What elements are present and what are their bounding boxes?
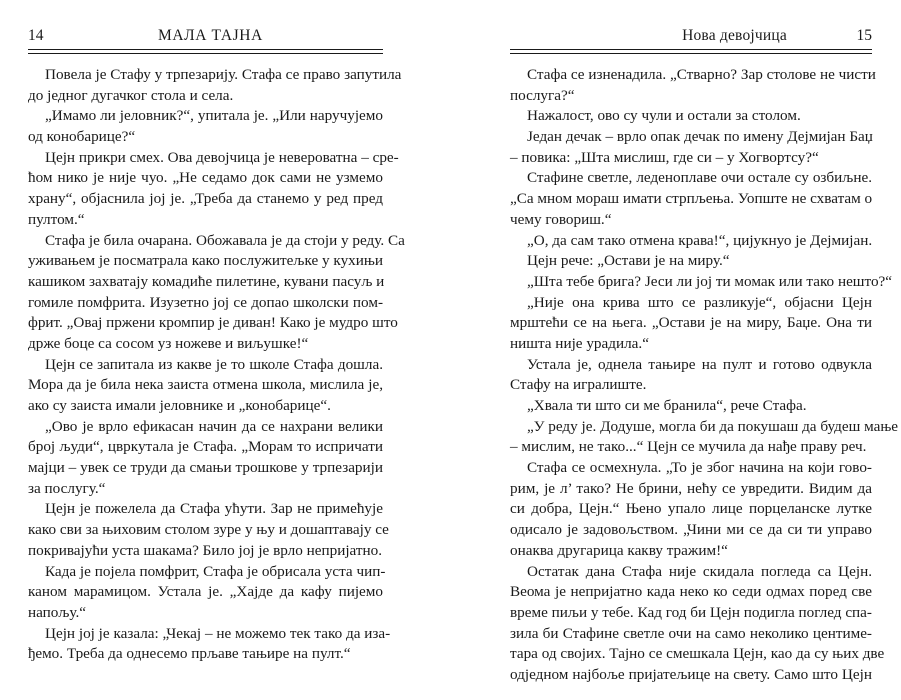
text-line: „Ово је врло ефикасан начин да се нахрани велики: [45, 417, 383, 435]
right-page-header: [510, 26, 872, 46]
text-line: рим, је л’ тако? Не брини, нећу се увредити. Видим да: [510, 479, 872, 497]
text-line: послуга?“: [510, 86, 575, 104]
text-line: за послугу.“: [28, 479, 106, 497]
text-line: Цејн прикри смех. Ова девојчица је невероватна – сре-: [45, 148, 399, 166]
page-number: 15: [856, 27, 872, 44]
text-line: Повела је Стафу у трпезарију. Стафа се право запутила: [45, 66, 402, 83]
text-line: „У реду је. Додуше, могла би да покушаш да будеш мање: [527, 417, 899, 435]
text-line: си добра, Цејн.“ Њено упало лице порцеланске лутке: [510, 500, 872, 518]
text-line: зила би Стафине светле очи на само неколико центиме-: [510, 624, 872, 642]
running-title: Нова девојчица: [682, 27, 787, 44]
text-line: одисало је задовољством. „Чини ми се да си ти управо: [510, 521, 872, 539]
text-line: покривајући уста шакама? Било јој је врло непријатно.: [28, 541, 383, 559]
text-line: ништа није урадила.“: [510, 334, 649, 352]
text-line: Веома је непријатно када неко ко седи одмах поред све: [510, 583, 872, 601]
right-page-text: [510, 65, 899, 686]
text-line: „О, да сам тако отмена крава!“, цијукнуо је Дејмијан.: [527, 231, 873, 249]
text-line: мајци – увек се труди да смањи трошкове у трпезарији: [28, 459, 383, 477]
text-line: мрштећи се на њега. „Остави је на миру, Баџе. Она ти: [510, 314, 872, 332]
text-line: држе боце са сосом уз ножеве и виљушке!“: [28, 334, 309, 352]
text-line: ђемо. Треба да однесемо прљаве тањире на пулт.“: [28, 645, 351, 663]
running-title: МАЛА ТАЈНА: [158, 27, 263, 44]
text-line: како сви за њиховим столом зуре у њу и дошаптавају се: [28, 521, 389, 539]
text-line: одједном најбоље пријатељице на свету. Само што Цејн: [510, 665, 872, 683]
page-number: 14: [28, 27, 44, 44]
text-line: храну“, објаснила јој је. „Треба да станемо у ред пред: [28, 190, 383, 208]
text-line: од конобарице?“: [28, 128, 136, 146]
text-line: Цејн јој је казала: „Чекај – не можемо тек тако да иза-: [45, 624, 391, 642]
text-line: – мислим, не тако...“ Цејн се мучила да нађе праву реч.: [510, 438, 867, 456]
text-line: Стафа је била очарана. Обожавала је да стоји у реду. Са: [45, 231, 405, 249]
left-page: [0, 0, 450, 700]
header-rule: [510, 49, 872, 54]
text-line: тара од својих. Тајно се смешкала Цејн, као да су њих две: [510, 645, 885, 663]
text-line: Цејн се запитала из какве је то школе Стафа дошла.: [45, 355, 383, 373]
text-line: Цејн рече: „Остави је на миру.“: [527, 252, 730, 270]
text-line: „Хвала ти што си ме бранила“, рече Стафа.: [527, 397, 807, 414]
text-line: – повика: „Шта мислиш, где си – у Хогвортсу?“: [510, 148, 819, 166]
text-line: „Са мном мораш имати стрпљења. Уопште не схватам о: [510, 190, 873, 208]
text-line: ако су заиста имали јеловнике и „конобарице“.: [28, 397, 331, 414]
text-line: ћом нико је није чуо. „Не седамо док сами не узмемо: [28, 169, 383, 187]
text-line: уживањем је посматрала како послужитељке у кухињи: [28, 252, 383, 270]
left-page-header: [28, 26, 383, 46]
text-line: Устала је, однела тањире на пулт и готово одвукла: [527, 355, 872, 373]
text-line: Стафа се изненадила. „Стварно? Зар столове не чисти: [527, 66, 876, 83]
text-line: Мора да је била нека заиста отмена школа, мислила је,: [28, 376, 383, 394]
text-line: Стафа се осмехнула. „То је због начина на који гово-: [527, 459, 872, 477]
text-line: „Шта тебе брига? Јеси ли јој ти момак или тако нешто?“: [527, 272, 893, 290]
text-line: гомиле помфрита. Изузетно јој се допао школски пом-: [28, 293, 383, 311]
text-line: напољу.“: [28, 603, 87, 621]
text-line: до једног дугачког стола и села.: [28, 86, 234, 104]
right-page: [450, 0, 901, 700]
text-line: Цејн је пожелела да Стафа ућути. Зар не примећује: [45, 500, 383, 518]
text-line: онаква другарица какву тражим!“: [510, 541, 728, 559]
text-line: пултом.“: [28, 210, 85, 228]
text-line: „Имамо ли јеловник?“, упитала је. „Или наручујемо: [45, 107, 383, 125]
text-line: „Није она крива што се разликује“, објасни Цејн: [527, 293, 872, 311]
text-line: Један дечак – врло опак дечак по имену Дејмијан Баџ: [527, 128, 873, 146]
text-line: Стафу на игралиште.: [510, 376, 647, 394]
text-line: Стафине светле, леденоплаве очи остале су озбиљне.: [527, 169, 872, 187]
text-line: Нажалост, ово су чули и остали за столом.: [527, 107, 801, 125]
text-line: време пиљи у тебе. Кад год би Цејн подигла поглед спа-: [510, 603, 872, 621]
left-page-text: [28, 65, 405, 665]
text-line: број људи“, цвркутала је Стафа. „Морам то испричати: [28, 438, 383, 456]
text-line: Када је појела помфрит, Стафа је обрисала уста чип-: [45, 562, 386, 580]
header-rule: [28, 49, 383, 54]
text-line: Остатак дана Стафа није скидала погледа са Цејн.: [527, 562, 872, 580]
text-line: кашиком захватају комадиће пилетине, кувани пасуљ и: [28, 272, 385, 290]
text-line: каном марамицом. Устала је. „Хајде да кафу пијемо: [28, 583, 383, 601]
text-line: чему говориш.“: [510, 210, 612, 228]
text-line: фрит. „Овај пржени кромпир је диван! Како је мудро што: [28, 314, 398, 332]
